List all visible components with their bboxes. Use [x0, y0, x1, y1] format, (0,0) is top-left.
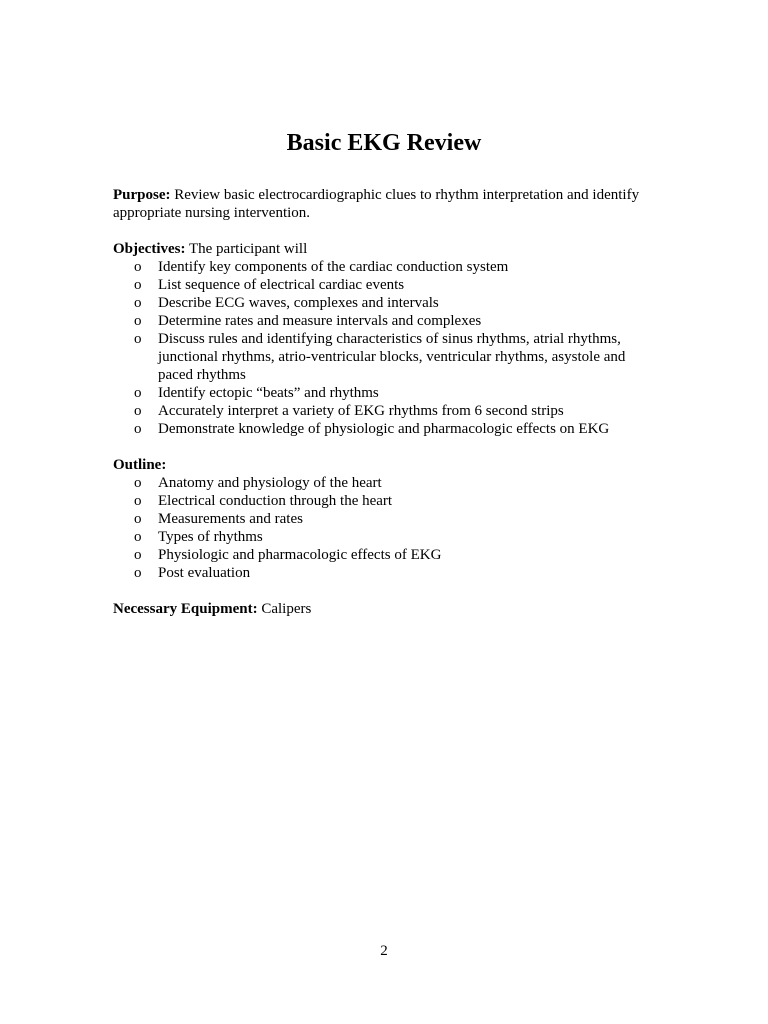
spacer	[113, 438, 653, 456]
objectives-list	[113, 258, 653, 438]
objectives-label: Objectives:	[113, 241, 186, 257]
outline-text: Anatomy and physiology of the heart	[158, 475, 382, 491]
bullet-icon: o	[134, 475, 142, 491]
bullet-icon: o	[134, 403, 142, 419]
list-item	[113, 492, 653, 510]
purpose-paragraph	[113, 186, 653, 222]
list-item	[113, 384, 653, 402]
outline-list	[113, 474, 653, 582]
bullet-icon: o	[134, 529, 142, 545]
objective-text: Determine rates and measure intervals and complexes	[158, 313, 482, 329]
bullet-icon: o	[134, 511, 142, 527]
list-item	[113, 420, 653, 438]
equipment-paragraph	[113, 600, 653, 618]
objective-text: Identify ectopic “beats” and rhythms	[158, 385, 379, 401]
outline-text: Types of rhythms	[158, 529, 263, 545]
objective-text: List sequence of electrical cardiac events	[158, 277, 405, 293]
list-item	[113, 510, 653, 528]
bullet-icon: o	[134, 493, 142, 509]
outline-text: Measurements and rates	[158, 511, 303, 527]
bullet-icon: o	[134, 565, 142, 581]
bullet-icon: o	[134, 277, 142, 293]
list-item	[113, 564, 653, 582]
list-item	[113, 528, 653, 546]
bullet-icon: o	[134, 385, 142, 401]
bullet-icon: o	[134, 259, 142, 275]
bullet-icon: o	[134, 331, 142, 347]
purpose-label: Purpose:	[113, 187, 171, 203]
objective-text: Accurately interpret a variety of EKG rhythms from 6 second strips	[158, 403, 564, 419]
outline-text: Post evaluation	[158, 565, 251, 581]
objective-text: Discuss rules and identifying characteristics of sinus rhythms, atrial rhythms, junctional rhythms, atrio-ventricular blocks, ventricular rhythms, asystole and paced rhythms	[158, 331, 626, 383]
bullet-icon: o	[134, 547, 142, 563]
list-item	[113, 276, 653, 294]
outline-label: Outline:	[113, 457, 167, 473]
objectives-heading	[113, 240, 653, 258]
list-item	[113, 258, 653, 276]
outline-text: Physiologic and pharmacologic effects of EKG	[158, 547, 442, 563]
spacer	[113, 222, 653, 240]
purpose-text: Review basic electrocardiographic clues to rhythm interpretation and identify appropriate nursing intervention.	[113, 187, 640, 221]
list-item	[113, 546, 653, 564]
spacer	[113, 582, 653, 600]
outline-heading	[113, 456, 653, 474]
objective-text: Identify key components of the cardiac conduction system	[158, 259, 509, 275]
objectives-intro: The participant will	[185, 241, 308, 257]
list-item	[113, 474, 653, 492]
list-item	[113, 402, 653, 420]
bullet-icon: o	[134, 421, 142, 437]
bullet-icon: o	[134, 313, 142, 329]
page-number: 2	[380, 943, 388, 959]
objective-text: Demonstrate knowledge of physiologic and pharmacologic effects on EKG	[158, 421, 610, 437]
document-body	[113, 186, 653, 618]
equipment-text: Calipers	[257, 601, 312, 617]
list-item	[113, 312, 653, 330]
bullet-icon: o	[134, 295, 142, 311]
equipment-label: Necessary Equipment:	[113, 601, 258, 617]
outline-text: Electrical conduction through the heart	[158, 493, 393, 509]
objective-text: Describe ECG waves, complexes and intervals	[158, 295, 439, 311]
page-title: Basic EKG Review	[286, 130, 482, 156]
list-item	[113, 330, 653, 384]
list-item	[113, 294, 653, 312]
